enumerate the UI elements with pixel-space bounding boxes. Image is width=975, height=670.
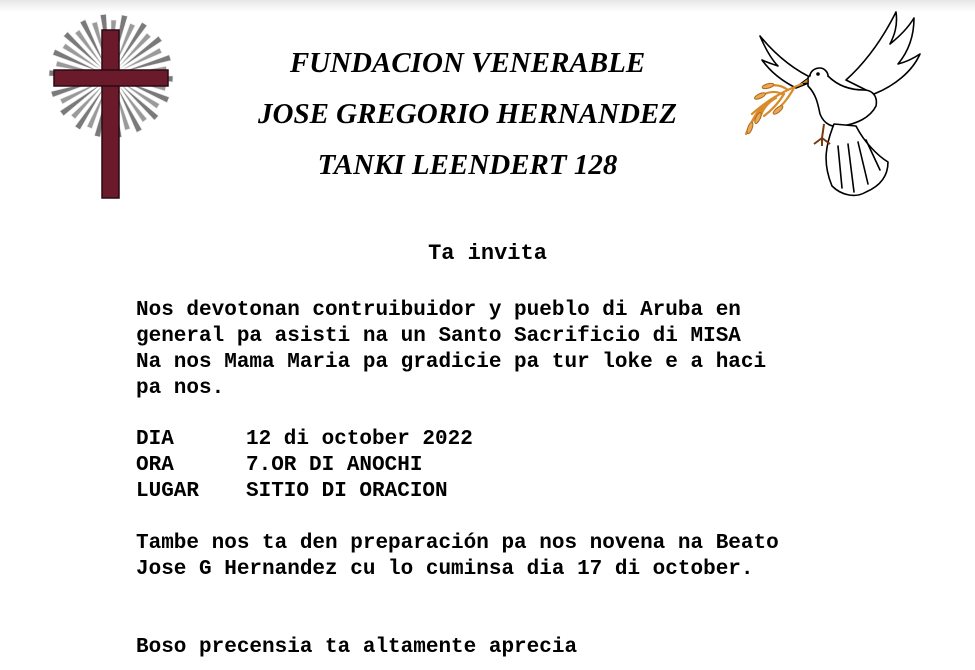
body-line: Nos devotonan contruibuidor y pueblo di Aruba en — [136, 299, 741, 322]
detail-label-lugar: LUGAR — [136, 480, 200, 503]
note-line: Tambe nos ta den preparación pa nos novena na Beato — [136, 532, 779, 555]
body-line: Na nos Mama Maria pa gradicie pa tur loke e a haci — [136, 351, 767, 374]
header-line-2: JOSE GREGORIO HERNANDEZ — [258, 98, 677, 130]
detail-value-place: SITIO DI ORACION — [246, 480, 448, 503]
body-line: general pa asisti na un Santo Sacrificio di MISA — [136, 325, 741, 348]
detail-label-dia: DIA — [136, 428, 174, 451]
closing-line: Boso precensia ta altamente aprecia — [136, 636, 578, 659]
detail-value-time: 7.OR DI ANOCHI — [246, 454, 423, 477]
body-line: pa nos. — [136, 377, 225, 400]
header-line-1: FUNDACION VENERABLE — [289, 47, 646, 79]
note-line: Jose G Hernandez cu lo cuminsa dia 17 di october. — [136, 558, 754, 581]
invite-heading: Ta invita — [428, 241, 547, 266]
detail-label-ora: ORA — [136, 454, 174, 477]
header-line-3: TANKI LEENDERT 128 — [317, 149, 618, 181]
detail-value-date: 12 di october 2022 — [246, 428, 473, 451]
